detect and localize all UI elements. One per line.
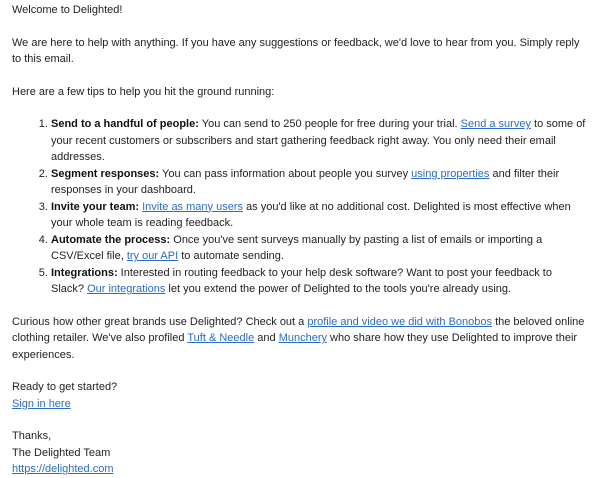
ready-text: Ready to get started?	[12, 381, 118, 393]
tip-item-segment	[51, 166, 588, 199]
tip-text: You can pass information about people you survey	[159, 167, 412, 180]
tip-item-invite	[51, 199, 588, 232]
brands-text: Curious how other great brands use Delighted? Check out a	[12, 315, 308, 328]
tip-title: Integrations:	[51, 266, 118, 279]
tip-title: Invite your team:	[51, 200, 140, 213]
signature-block	[12, 428, 588, 478]
tip-text: to automate sending.	[178, 250, 284, 262]
using-properties-link[interactable]: using properties	[411, 167, 490, 180]
sign-in-link[interactable]: Sign in here	[12, 397, 71, 410]
team-name: The Delighted Team	[12, 446, 111, 459]
brands-text: who share how they use Delighted to improve their experiences.	[12, 332, 578, 361]
get-started-block	[12, 379, 588, 412]
tip-item-integrations	[51, 265, 588, 298]
brands-paragraph	[12, 314, 588, 364]
intro-paragraph: We are here to help with anything. If you have any suggestions or feedback, we'd love to hear from you. Simply reply to this email.	[12, 36, 580, 65]
tip-text: Once you've sent surveys manually by pasting a list of emails or importing a CSV/Excel file,	[51, 233, 543, 262]
thanks-text: Thanks,	[12, 430, 52, 442]
integrations-link[interactable]: Our integrations	[87, 283, 166, 295]
greeting: Welcome to Delighted!	[12, 4, 123, 16]
tip-item-automate	[51, 232, 588, 265]
tip-text: to some of your recent customers or subscribers and start gathering feedback right away. You only need their email addresses.	[51, 118, 586, 163]
tip-text: as you'd like at no additional cost. Delighted is most effective when your whole team is reading feedback.	[51, 200, 571, 229]
brands-text: the beloved online clothing retailer. We've also profiled	[12, 315, 585, 344]
tip-text: Interested in routing feedback to your help desk software? Want to post your feedback to Slack?	[51, 266, 552, 295]
tip-item-send	[51, 116, 588, 166]
try-api-link[interactable]: try our API	[126, 250, 179, 262]
send-survey-link[interactable]: Send a survey	[460, 118, 531, 130]
tip-title: Segment responses:	[51, 167, 160, 180]
tips-intro: Here are a few tips to help you hit the ground running:	[12, 85, 275, 98]
tip-title: Send to a handful of people:	[51, 118, 199, 130]
tuft-needle-link[interactable]: Tuft & Needle	[187, 332, 255, 344]
brands-text: and	[254, 332, 279, 344]
tip-text: and filter their responses in your dashboard.	[51, 167, 560, 196]
website-link[interactable]: https://delighted.com	[12, 463, 114, 475]
tip-text: let you extend the power of Delighted to the tools you're already using.	[165, 283, 512, 295]
tip-title: Automate the process:	[51, 233, 171, 246]
munchery-link[interactable]: Munchery	[278, 332, 327, 344]
bonobos-profile-link[interactable]: profile and video we did with Bonobos	[307, 315, 493, 328]
tips-list	[12, 116, 588, 298]
tip-text: You can send to 250 people for free during your trial.	[198, 118, 461, 130]
invite-users-link[interactable]: Invite as many users	[142, 200, 243, 213]
